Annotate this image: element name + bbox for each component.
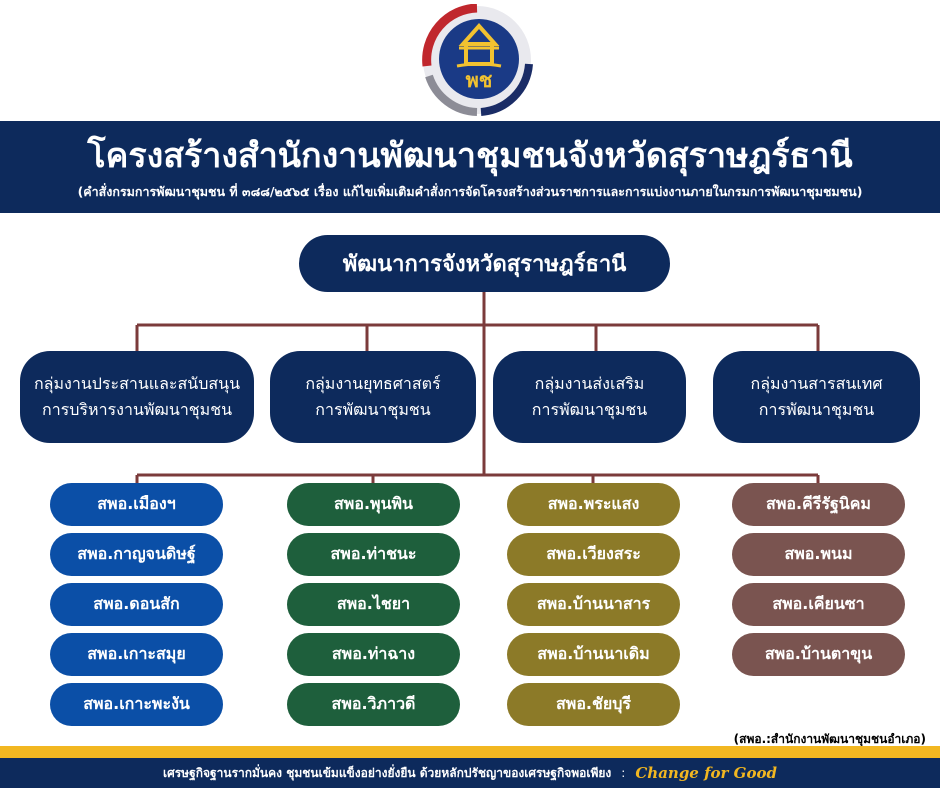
district-office-box: สพอ.ท่าฉาง	[287, 633, 460, 676]
district-office-box: สพอ.บ้านนาเดิม	[507, 633, 680, 676]
group-label-line2: การพัฒนาชุมชน	[758, 400, 875, 419]
district-office-box: สพอ.เวียงสระ	[507, 533, 680, 576]
page-title: โครงสร้างสำนักงานพัฒนาชุมชนจังหวัดสุราษฎร์ธานี	[87, 136, 853, 176]
group-box-promotion	[493, 351, 686, 443]
group-box-strategy	[270, 351, 476, 443]
footer-slogan: Change for Good	[635, 764, 777, 782]
group-label-line1: กลุ่มงานยุทธศาสตร์	[305, 374, 441, 393]
district-office-box: สพอ.ชัยบุรี	[507, 683, 680, 726]
district-office-box: สพอ.พุนพิน	[287, 483, 460, 526]
page-subtitle: (คำสั่งกรมการพัฒนาชุมชน ที่ ๓๘๘/๒๕๖๕ เรื่อง แก้ไขเพิ่มเติมคำสั่งการจัดโครงสร้างส่วนราชการและการแบ่งงานภายในกรมการพัฒนาชุมชมชน)	[77, 184, 863, 199]
group-label-line2: การพัฒนาชุมชน	[531, 400, 648, 419]
district-office-box: สพอ.บ้านตาขุน	[732, 633, 905, 676]
group-box-support	[20, 351, 254, 443]
district-office-box: สพอ.พระแสง	[507, 483, 680, 526]
group-label-line1: กลุ่มงานประสานและสนับสนุน	[33, 374, 240, 393]
abbreviation-note: (สพอ.:สำนักงานพัฒนาชุมชนอำเภอ)	[733, 732, 926, 746]
district-office-box: สพอ.บ้านนาสาร	[507, 583, 680, 626]
district-office-box: สพอ.เกาะพะงัน	[50, 683, 223, 726]
group-box-information	[713, 351, 920, 443]
group-label-line1: กลุ่มงานสารสนเทศ	[750, 374, 883, 393]
group-label-line1: กลุ่มงานส่งเสริม	[534, 374, 645, 393]
district-office-box: สพอ.พนม	[732, 533, 905, 576]
district-office-box: สพอ.คีรีรัฐนิคม	[732, 483, 905, 526]
district-office-box: สพอ.เมืองฯ	[50, 483, 223, 526]
district-office-box: สพอ.เคียนซา	[732, 583, 905, 626]
provincial-head-box: พัฒนาการจังหวัดสุราษฎร์ธานี	[299, 235, 670, 292]
footer-separator: :	[621, 766, 626, 780]
district-office-box: สพอ.กาญจนดิษฐ์	[50, 533, 223, 576]
seal-emblem-text: พช	[465, 68, 493, 92]
district-office-box: สพอ.ไชยา	[287, 583, 460, 626]
footer-gold-stripe	[0, 746, 940, 758]
group-label-line2: การบริหารงานพัฒนาชุมชน	[42, 400, 232, 419]
footer-motto: เศรษฐกิจฐานรากมั่นคง ชุมชนเข้มแข็งอย่างยั่งยืน ด้วยหลักปรัชญาของเศรษฐกิจพอเพียง	[163, 765, 612, 780]
district-office-box: สพอ.ดอนสัก	[50, 583, 223, 626]
footer-content	[0, 758, 940, 788]
district-office-box: สพอ.เกาะสมุย	[50, 633, 223, 676]
district-office-box: สพอ.ท่าชนะ	[287, 533, 460, 576]
district-office-box: สพอ.วิภาวดี	[287, 683, 460, 726]
group-label-line2: การพัฒนาชุมชน	[315, 400, 431, 419]
